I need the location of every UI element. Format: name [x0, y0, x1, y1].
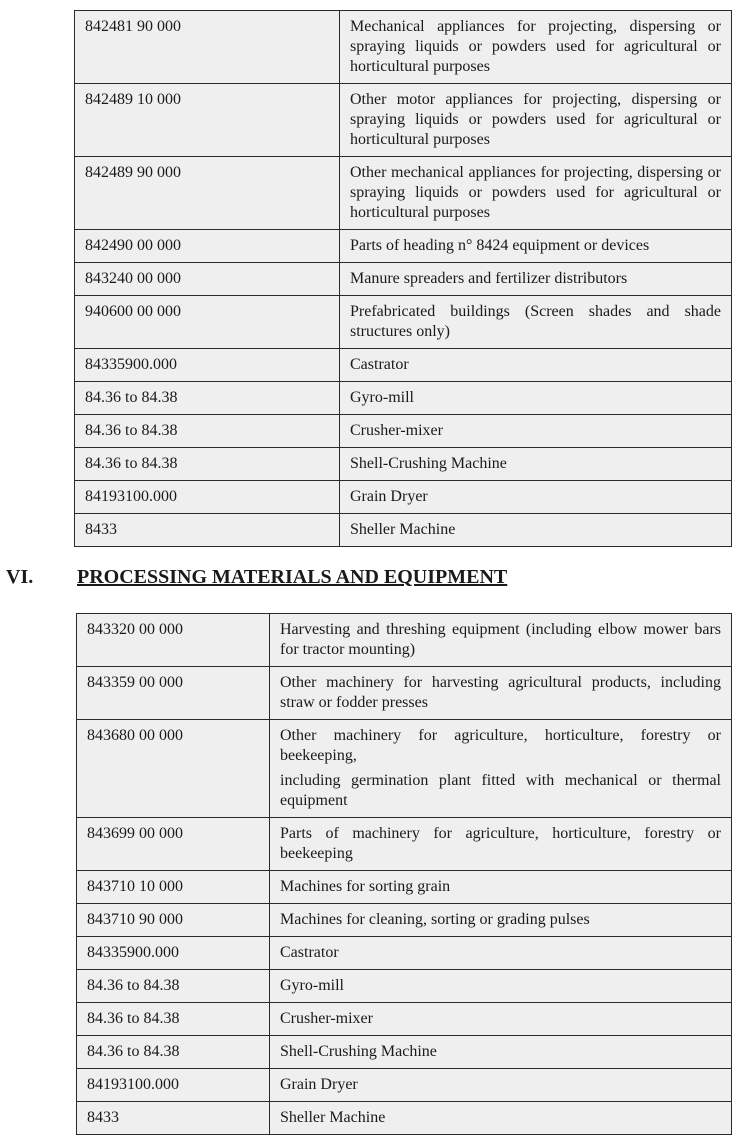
- description-cell: [340, 382, 732, 415]
- hs-code-cell: 843680 00 000: [77, 720, 270, 818]
- description-text: Harvesting and threshing equipment (including elbow mower bars for tractor mounting): [280, 621, 721, 658]
- description-cell: [270, 904, 732, 937]
- hs-code-cell: 842490 00 000: [75, 230, 340, 263]
- description-cell: [340, 84, 732, 157]
- table-row: [77, 904, 732, 937]
- table-row: [77, 871, 732, 904]
- table-row: [75, 230, 732, 263]
- hs-code-cell: 842489 90 000: [75, 157, 340, 230]
- hs-code-cell: 843359 00 000: [77, 667, 270, 720]
- hs-code-cell: 843710 10 000: [77, 871, 270, 904]
- table-row: [75, 84, 732, 157]
- table-row: [75, 481, 732, 514]
- hs-code-cell: 940600 00 000: [75, 296, 340, 349]
- description-cell: [270, 818, 732, 871]
- description-cell: [270, 1069, 732, 1102]
- description-cell: [340, 415, 732, 448]
- table-row: [75, 296, 732, 349]
- description-text: Shell-Crushing Machine: [350, 455, 507, 472]
- description-text: Parts of machinery for agriculture, horticulture, forestry or beekeeping: [280, 825, 721, 862]
- description-cell: [340, 230, 732, 263]
- description-cell: [270, 614, 732, 667]
- description-cell: [340, 296, 732, 349]
- description-text: Machines for cleaning, sorting or grading pulses: [280, 911, 590, 928]
- table-row: [77, 720, 732, 818]
- description-cell: [270, 1102, 732, 1135]
- description-cell: [270, 1036, 732, 1069]
- table-row: [77, 970, 732, 1003]
- description-text: Other machinery for harvesting agricultural products, including straw or fodder presses: [280, 674, 721, 711]
- hs-code-cell: 84193100.000: [77, 1069, 270, 1102]
- description-text: Crusher-mixer: [350, 422, 443, 439]
- table-row: [75, 448, 732, 481]
- section-heading: [6, 565, 507, 589]
- table-row: [77, 1102, 732, 1135]
- description-text: Machines for sorting grain: [280, 878, 451, 895]
- description-text: Gyro-mill: [280, 977, 344, 994]
- table-row: [75, 11, 732, 84]
- section-title: PROCESSING MATERIALS AND EQUIPMENT: [77, 566, 508, 588]
- hs-code-cell: 843320 00 000: [77, 614, 270, 667]
- table-row: [77, 667, 732, 720]
- description-text: Parts of heading n° 8424 equipment or devices: [350, 237, 650, 254]
- description-text: Grain Dryer: [350, 488, 428, 505]
- hs-code-cell: 84.36 to 84.38: [75, 382, 340, 415]
- description-text: including germination plant fitted with mechanical or thermal equipment: [280, 772, 721, 809]
- description-cell: [340, 448, 732, 481]
- description-cell: [340, 514, 732, 547]
- hs-code-cell: 842489 10 000: [75, 84, 340, 157]
- description-text: Grain Dryer: [280, 1076, 358, 1093]
- description-text: Mechanical appliances for projecting, dispersing or spraying liquids or powders used for agricultural or horticultural purposes: [350, 18, 721, 75]
- table-row: [77, 1036, 732, 1069]
- description-cell: [270, 1003, 732, 1036]
- description-text: Manure spreaders and fertilizer distributors: [350, 270, 628, 287]
- description-text: Other mechanical appliances for projecting, dispersing or spraying liquids or powders used for agricultural or horticultural purposes: [350, 164, 721, 221]
- hs-code-cell: 84.36 to 84.38: [77, 1036, 270, 1069]
- description-text: Crusher-mixer: [280, 1010, 373, 1027]
- hs-code-cell: 84193100.000: [75, 481, 340, 514]
- table-row: [75, 263, 732, 296]
- tariff-table-processing: [76, 613, 732, 1135]
- description-text: Prefabricated buildings (Screen shades and shade structures only): [350, 303, 721, 340]
- description-cell: [340, 349, 732, 382]
- table-row: [75, 382, 732, 415]
- table-body: [75, 11, 732, 547]
- description-text: Sheller Machine: [280, 1109, 386, 1126]
- description-text: Shell-Crushing Machine: [280, 1043, 437, 1060]
- description-cell: [340, 157, 732, 230]
- table-row: [77, 614, 732, 667]
- hs-code-cell: 843710 90 000: [77, 904, 270, 937]
- table-row: [75, 415, 732, 448]
- section-number: VI.: [6, 566, 34, 588]
- description-cell: [340, 481, 732, 514]
- hs-code-cell: 842481 90 000: [75, 11, 340, 84]
- table-body: [77, 614, 732, 1135]
- description-cell: [270, 871, 732, 904]
- hs-code-cell: 84335900.000: [77, 937, 270, 970]
- hs-code-cell: 843699 00 000: [77, 818, 270, 871]
- description-cell: [270, 720, 732, 818]
- table-row: [77, 818, 732, 871]
- description-cell: [340, 263, 732, 296]
- hs-code-cell: 84.36 to 84.38: [75, 448, 340, 481]
- table-row: [75, 349, 732, 382]
- description-text: Gyro-mill: [350, 389, 414, 406]
- hs-code-cell: 843240 00 000: [75, 263, 340, 296]
- table-row: [75, 157, 732, 230]
- table-row: [77, 937, 732, 970]
- description-cell: [270, 937, 732, 970]
- hs-code-cell: 84.36 to 84.38: [77, 970, 270, 1003]
- hs-code-cell: 8433: [77, 1102, 270, 1135]
- tariff-table-equipment: [74, 10, 732, 547]
- description-text: Castrator: [280, 944, 339, 961]
- hs-code-cell: 8433: [75, 514, 340, 547]
- description-text: Other motor appliances for projecting, dispersing or spraying liquids or powders used for agricultural or horticultural purposes: [350, 91, 721, 148]
- table-row: [75, 514, 732, 547]
- table-row: [77, 1069, 732, 1102]
- description-text: Sheller Machine: [350, 521, 456, 538]
- hs-code-cell: 84.36 to 84.38: [77, 1003, 270, 1036]
- description-cell: [340, 11, 732, 84]
- description-cell: [270, 667, 732, 720]
- description-text: Other machinery for agriculture, horticulture, forestry or beekeeping,: [280, 727, 721, 764]
- description-text: Castrator: [350, 356, 409, 373]
- hs-code-cell: 84335900.000: [75, 349, 340, 382]
- table-row: [77, 1003, 732, 1036]
- hs-code-cell: 84.36 to 84.38: [75, 415, 340, 448]
- description-cell: [270, 970, 732, 1003]
